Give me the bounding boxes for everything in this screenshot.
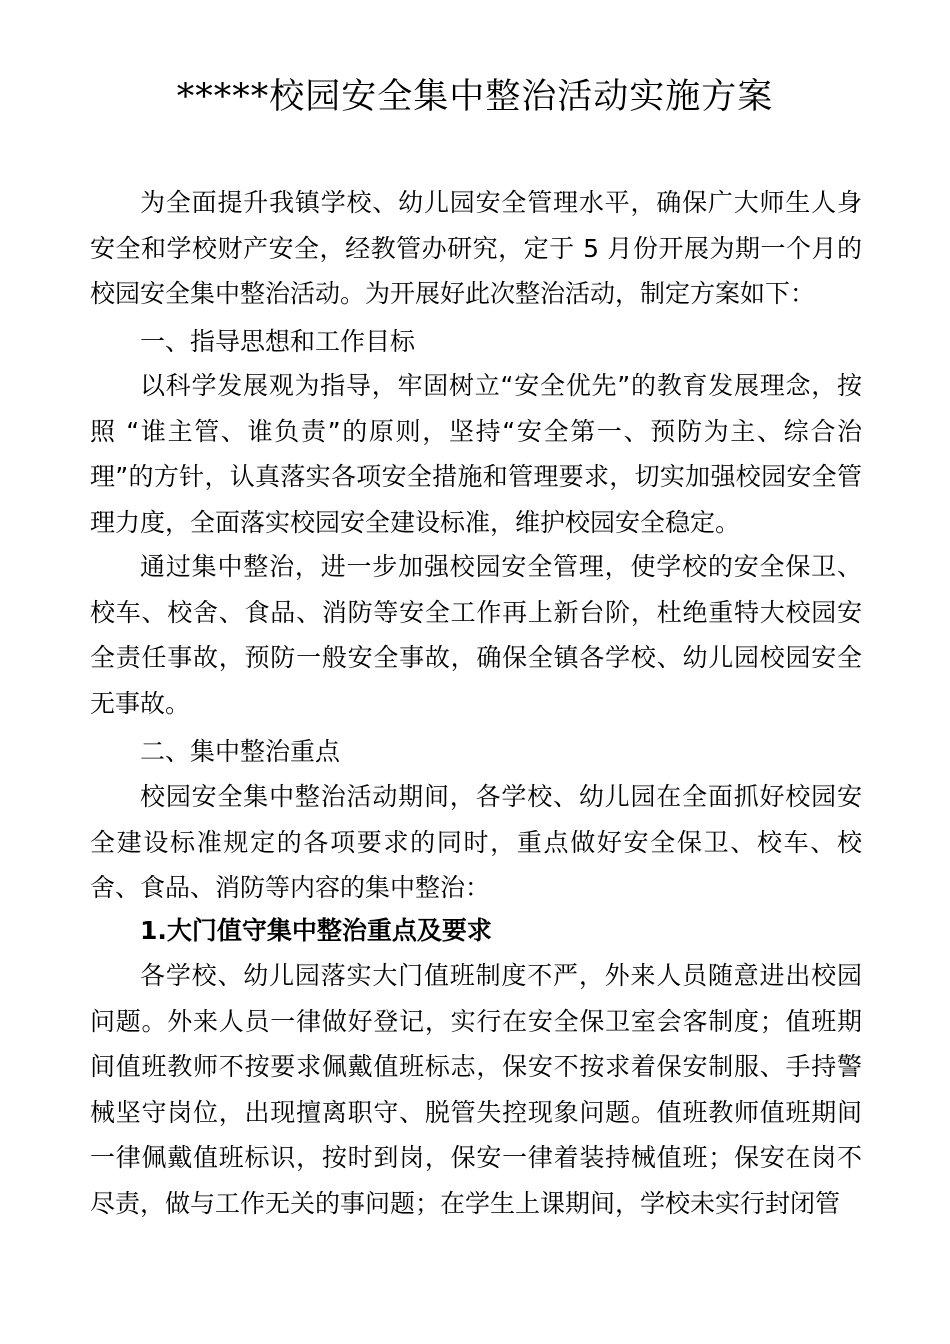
- paragraph-text: 校园安全集中整治活动期间，各学校、幼儿园在全面抓好校园安全建设标准规定的各项要求的同时，重点做好安全保卫、校车、校舍、食品、消防等内容的集中整治：: [90, 782, 862, 902]
- heading-text: 二、集中整治重点: [140, 737, 341, 766]
- paragraph-text: 通过集中整治，进一步加强校园安全管理，使学校的安全保卫、校车、校舍、食品、消防等安全工作再上新台阶，杜绝重特大校园安全责任事故，预防一般安全事故，确保全镇各学校、幼儿园校园安全无事故。: [90, 552, 862, 718]
- heading-text: 1.大门值守集中整治重点及要求: [140, 916, 492, 945]
- paragraph-text: 以科学发展观为指导，牢固树立“安全优先”的教育发展理念，按照 “谁主管、谁负责”的原则，坚持“安全第一、预防为主、综合治理”的方针，认真落实各项安全措施和管理要求，切实加强校园安全管理力度，全面落实校园安全建设标准，维护校园安全稳定。: [90, 371, 862, 537]
- paragraph-work-goal: [90, 544, 862, 726]
- paragraph-text: 为全面提升我镇学校、幼儿园安全管理水平，确保广大师生人身安全和学校财产安全，经教管办研究，定于 5 月份开展为期一个月的校园安全集中整治活动。为开展好此次整治活动，制定方案如下：: [90, 188, 862, 308]
- heading-text: 一、指导思想和工作目标: [140, 327, 416, 356]
- paragraph-gate-duty: [90, 953, 862, 1226]
- paragraph-intro: [90, 180, 862, 317]
- section-heading-2: [90, 729, 862, 775]
- subsection-heading-gate: [90, 908, 862, 954]
- paragraph-text: 各学校、幼儿园落实大门值班制度不严，外来人员随意进出校园问题。外来人员一律做好登记，实行在安全保卫室会客制度；值班期间值班教师不按要求佩戴值班标志，保安不按求着保安制服、手持警械坚守岗位，出现擅离职守、脱管失控现象问题。值班教师值班期间一律佩戴值班标识，按时到岗，保安一律着装持械值班；保安在岗不尽责，做与工作无关的事问题；在学生上课期间，学校未实行封闭管: [90, 961, 862, 1218]
- document-title: *****校园安全集中整治活动实施方案: [176, 77, 774, 117]
- section-heading-1: [90, 319, 862, 365]
- paragraph-focus: [90, 774, 862, 911]
- paragraph-guiding-thought: [90, 363, 862, 545]
